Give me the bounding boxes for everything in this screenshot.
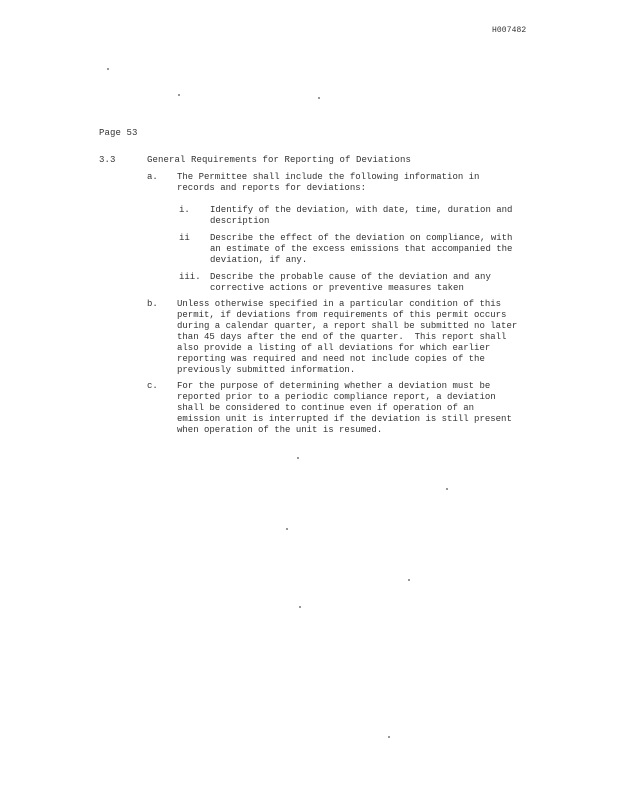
item-b-text: Unless otherwise specified in a particular condition of this permit, if deviations from requirements of this permit occurs during a calendar quarter, a report shall be submitted no later than 45 days after the end of the quarter. This report shall also provide a listing of all deviations for which earlier reporting was required and need not include copies of the previously submitted information. [177,299,518,375]
scan-speck [178,94,180,96]
scan-speck [297,457,299,459]
section-title: General Requirements for Reporting of Deviations [147,155,412,165]
scan-speck [318,97,320,99]
scan-speck [408,579,410,581]
subitem-ii-text: Describe the effect of the deviation on compliance, with an estimate of the excess emissions that accompanied the deviation, if any. [210,233,513,265]
page-number: Page 53 [99,128,138,138]
scan-speck [446,488,448,490]
section-number: 3.3 [99,155,116,165]
subitem-i-text: Identify of the deviation, with date, time, duration and description [210,205,513,226]
item-a-label: a. [147,172,158,182]
scan-speck [107,68,109,70]
item-c-text: For the purpose of determining whether a deviation must be reported prior to a periodic compliance report, a deviation shall be considered to continue even if operation of an emission unit is interrupted if the deviation is still present when operation of the unit is resumed. [177,381,512,435]
item-b-label: b. [147,299,158,309]
scan-speck [299,606,301,608]
scan-speck [286,528,288,530]
subitem-iii-text: Describe the probable cause of the deviation and any corrective actions or preventive measures taken [210,272,491,293]
subitem-ii-label: ii [179,233,190,243]
subitem-i-label: i. [179,205,190,215]
item-a-text: The Permittee shall include the following information in records and reports for deviations: [177,172,480,193]
subitem-iii-label: iii. [179,272,201,282]
scan-speck [388,736,390,738]
document-id: H007482 [492,26,527,35]
item-c-label: c. [147,381,158,391]
